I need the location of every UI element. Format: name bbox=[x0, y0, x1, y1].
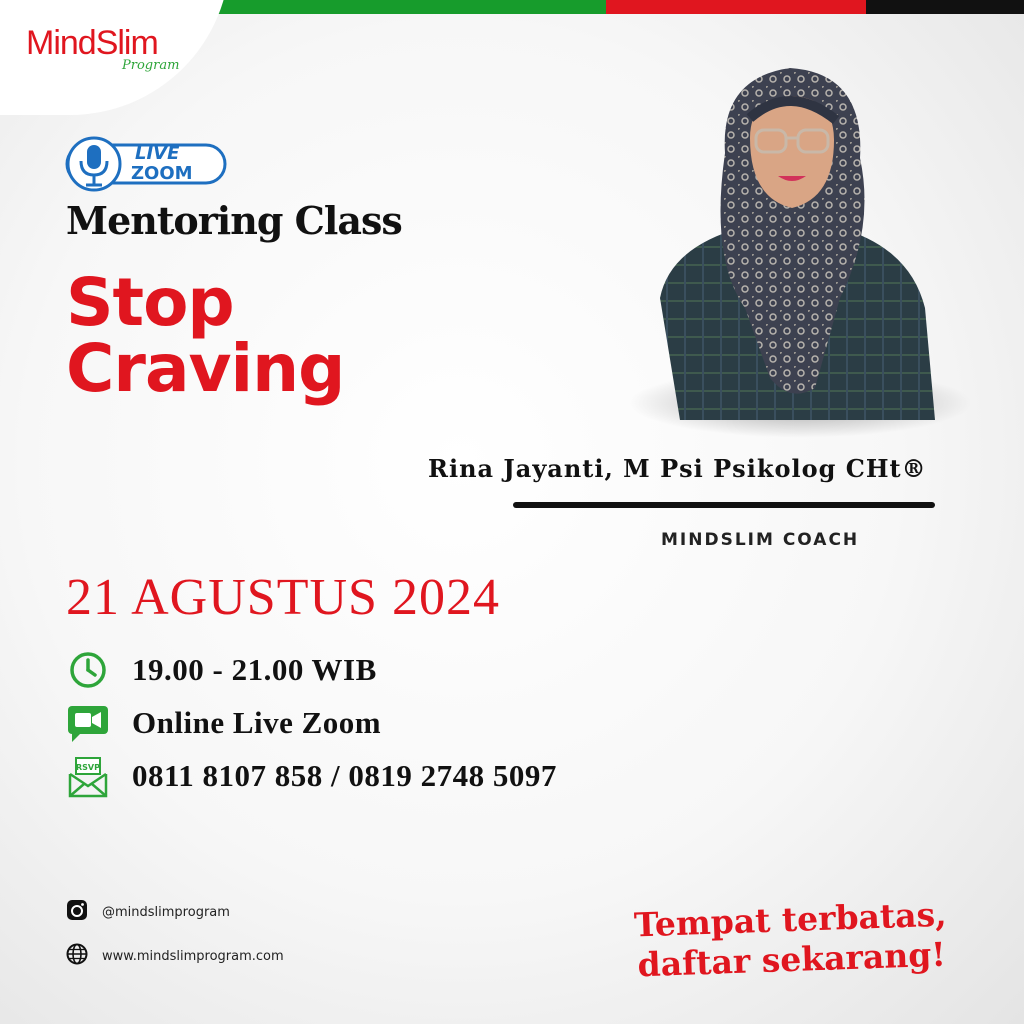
cta-line-2: daftar sekarang! bbox=[636, 934, 947, 985]
call-to-action bbox=[615, 894, 968, 986]
badge-line2: ZOOM bbox=[131, 163, 193, 184]
instagram-icon bbox=[66, 899, 88, 925]
speaker-divider bbox=[513, 502, 935, 508]
globe-icon bbox=[66, 943, 88, 969]
event-contact: 0811 8107 858 / 0819 2748 5097 bbox=[132, 758, 557, 793]
time-row bbox=[66, 648, 377, 692]
clock-icon bbox=[66, 648, 110, 692]
event-date: 21 AGUSTUS 2024 bbox=[66, 569, 500, 626]
video-camera-icon bbox=[66, 701, 110, 745]
badge-line1: LIVE bbox=[135, 143, 180, 164]
title-line-2: Craving bbox=[66, 330, 345, 407]
event-type: Mentoring Class bbox=[66, 198, 402, 243]
title-line-1: Stop bbox=[66, 264, 234, 341]
event-venue: Online Live Zoom bbox=[132, 705, 382, 740]
speaker-name: Rina Jayanti, M Psi Psikolog CHt® bbox=[428, 454, 927, 483]
speaker-photo bbox=[640, 58, 940, 420]
website-url[interactable]: www.mindslimprogram.com bbox=[102, 948, 284, 964]
speaker-role: MINDSLIM COACH bbox=[661, 530, 860, 550]
brand-name: MindSlim bbox=[26, 24, 158, 62]
cta-line-1: Tempat terbatas, bbox=[633, 894, 948, 945]
venue-row bbox=[66, 701, 381, 745]
top-bar-red bbox=[606, 0, 866, 14]
rsvp-envelope-icon bbox=[66, 754, 110, 798]
event-title bbox=[66, 264, 345, 407]
instagram-handle[interactable]: @mindslimprogram bbox=[102, 904, 230, 920]
rsvp-label: RSVP bbox=[76, 763, 100, 772]
event-time: 19.00 - 21.00 WIB bbox=[132, 652, 377, 687]
instagram-row bbox=[66, 899, 230, 925]
top-bar-black bbox=[866, 0, 1024, 14]
contact-row bbox=[66, 754, 557, 798]
live-zoom-badge bbox=[65, 135, 227, 193]
brand-logo bbox=[26, 24, 180, 73]
website-row bbox=[66, 943, 284, 969]
brand-sub: Program bbox=[122, 58, 180, 73]
